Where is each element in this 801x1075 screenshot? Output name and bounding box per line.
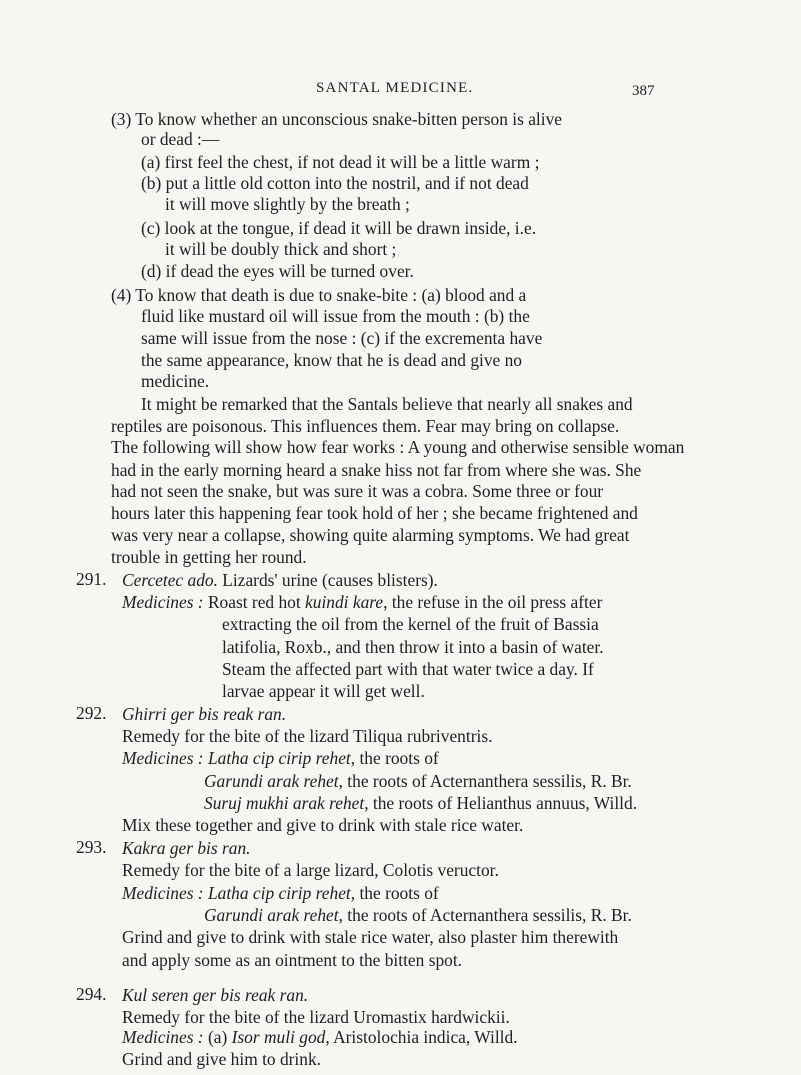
entry-294-grind: Grind and give him to drink. (122, 1048, 321, 1069)
remark-line-4: had in the early morning heard a snake hiss not far from where she was. She (111, 459, 642, 480)
item4-line-4: the same appearance, know that he is dead and give no (141, 349, 522, 370)
medicines-label: Medicines : (122, 748, 204, 769)
page-header (0, 80, 801, 102)
entry-293-medicines-2: Garundi arak rehet, the roots of Acternanthera sessilis, R. Br. (204, 904, 632, 925)
entry-291-line-2: extracting the oil from the kernel of the fruit of Bassia (222, 614, 599, 635)
item3-b-2: it will move slightly by the breath ; (165, 194, 410, 215)
remark-line-7: was very near a collapse, showing quite alarming symptoms. We had great (111, 524, 630, 545)
item3-b-1: (b) put a little old cotton into the nostril, and if not dead (141, 172, 529, 193)
item3-a: (a) first feel the chest, if not dead it will be a little warm ; (141, 151, 540, 172)
entry-293-remedy: Remedy for the bite of a large lizard, Colotis veructor. (122, 860, 499, 881)
item4-line-1: (4) To know that death is due to snake-bite : (a) blood and a (111, 284, 527, 305)
running-title: SANTAL MEDICINE. (316, 80, 474, 96)
entry-291-line-4: Steam the affected part with that water twice a day. If (222, 658, 594, 679)
entry-293-number: 293. (76, 836, 107, 857)
entry-293-medicines-1: Medicines : Latha cip cirip rehet, the roots of (122, 882, 439, 903)
entry-292-title: Ghirri ger bis reak ran. (122, 703, 287, 724)
entry-294-remedy: Remedy for the bite of the lizard Uromastix hardwickii. (122, 1006, 510, 1027)
entry-291-santal-name: Cercetec ado. (122, 569, 218, 590)
remark-line-8: trouble in getting her round. (111, 547, 307, 568)
item3-c-2: it will be doubly thick and short ; (165, 239, 397, 259)
item4-line-5: medicine. (141, 371, 210, 392)
entry-291-line-3: latifolia, Roxb., and then throw it into a basin of water. (222, 636, 604, 657)
entry-292-number: 292. (76, 702, 107, 723)
entry-292-medicines-2: Garundi arak rehet, the roots of Acternanthera sessilis, R. Br. (204, 770, 632, 791)
entry-292-mix: Mix these together and give to drink with stale rice water. (122, 815, 524, 836)
entry-291-line-5: larvae appear it will get well. (222, 681, 425, 702)
entry-292-medicines-3: Suruj mukhi arak rehet, the roots of Helianthus annuus, Willd. (204, 793, 638, 814)
remark-line-2: reptiles are poisonous. This influences them. Fear may bring on collapse. (111, 415, 620, 436)
item4-line-3: same will issue from the nose : (c) if the excrementa have (141, 328, 543, 349)
entry-291-medicines: Medicines : Roast red hot kuindi kare, the refuse in the oil press after (122, 591, 603, 612)
entry-294-title: Kul seren ger bis reak ran. (122, 984, 309, 1005)
entry-291-number: 291. (76, 568, 107, 589)
remark-line-3: The following will show how fear works : A young and otherwise sensible woman (111, 437, 685, 458)
item4-line-2: fluid like mustard oil will issue from the mouth : (b) the (141, 306, 530, 327)
entry-291-title: Cercetec ado. Lizards' urine (causes blisters). (122, 569, 438, 590)
item3-line-1: (3) To know whether an unconscious snake-bitten person is alive (111, 108, 562, 129)
entry-293-title: Kakra ger bis ran. (122, 837, 251, 858)
entry-293-grind-2: and apply some as an ointment to the bitten spot. (122, 949, 463, 970)
remark-line-6: hours later this happening fear took hold of her ; she became frightened and (111, 503, 638, 524)
item3-line-2: or dead :— (141, 129, 220, 150)
medicines-label: Medicines : (122, 882, 204, 903)
remark-line-1: It might be remarked that the Santals believe that nearly all snakes and (141, 393, 633, 414)
medicines-label: Medicines : (122, 1027, 204, 1048)
item3-d: (d) if dead the eyes will be turned over. (141, 261, 414, 282)
entry-294-number: 294. (76, 983, 107, 1004)
page-number: 387 (632, 83, 655, 99)
entry-294-medicines: Medicines : (a) Isor muli god, Aristolochia indica, Willd. (122, 1027, 518, 1048)
remark-line-5: had not seen the snake, but was sure it was a cobra. Some three or four (111, 481, 604, 502)
entry-292-medicines-1: Medicines : Latha cip cirip rehet, the roots of (122, 748, 439, 769)
entry-292-remedy: Remedy for the bite of the lizard Tiliqua rubriventris. (122, 726, 493, 746)
medicines-label: Medicines : (122, 591, 204, 612)
entry-293-grind-1: Grind and give to drink with stale rice water, also plaster him therewith (122, 927, 619, 948)
item3-c-1: (c) look at the tongue, if dead it will be drawn inside, i.e. (141, 217, 537, 238)
